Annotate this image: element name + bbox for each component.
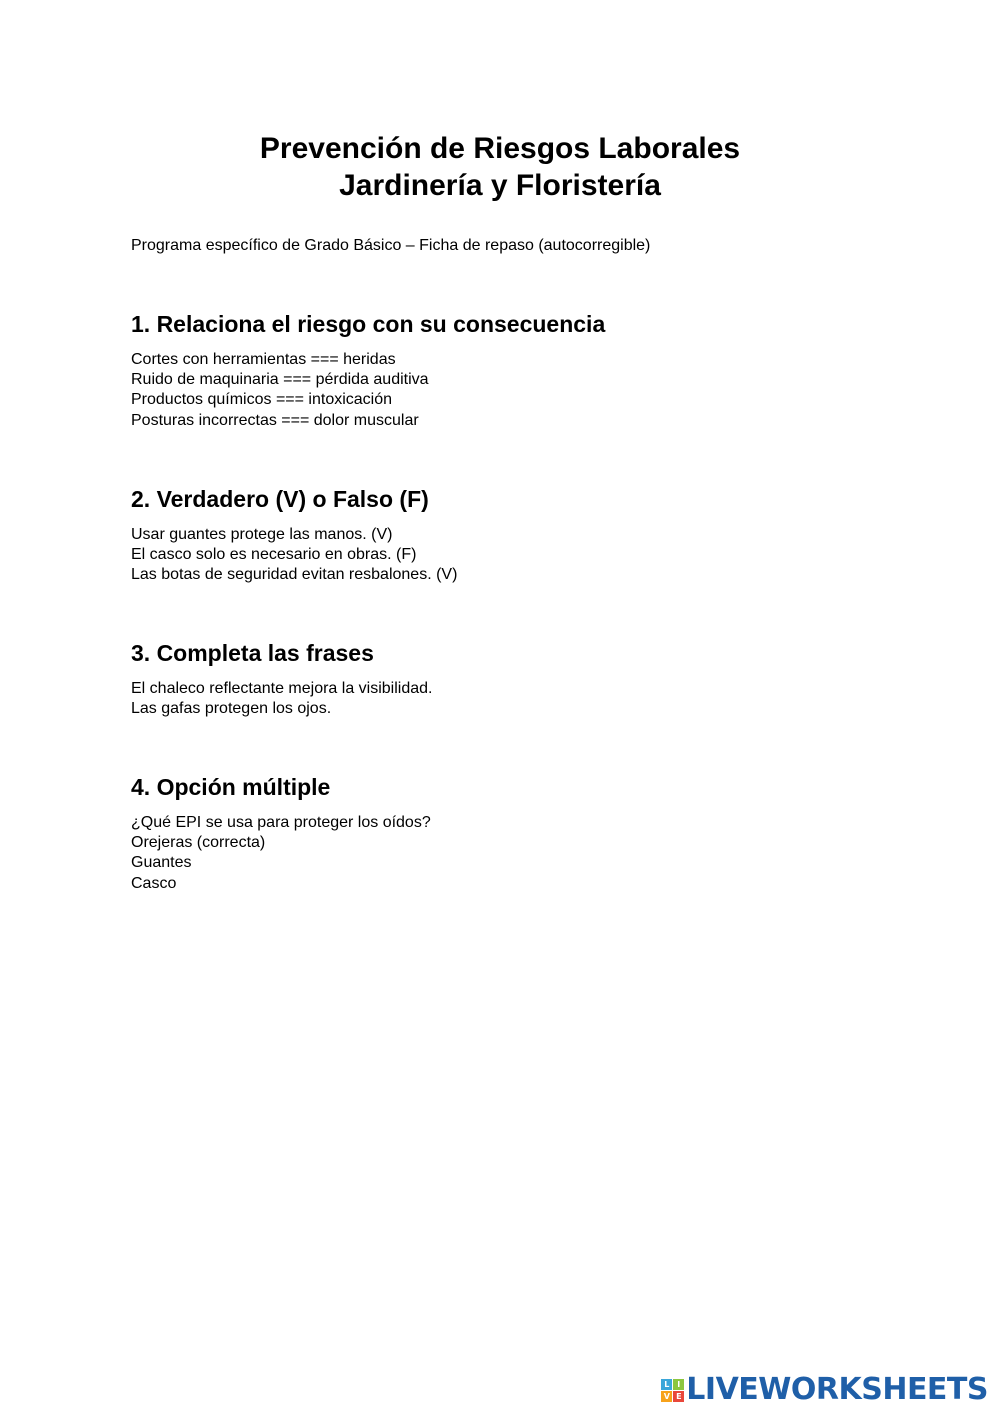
section-line: Cortes con herramientas === heridas <box>131 351 396 368</box>
section-line: El casco solo es necesario en obras. (F) <box>131 546 417 564</box>
section-2-true-false <box>131 485 457 586</box>
section-1-match-risks <box>131 310 605 431</box>
page-title <box>0 130 1000 204</box>
section-4-multiple-choice <box>131 773 431 894</box>
liveworksheets-logo-icon <box>661 1379 684 1402</box>
section-3-complete-sentences <box>131 639 432 719</box>
logo-square-i: I <box>673 1379 684 1390</box>
logo-square-e: E <box>673 1391 684 1402</box>
question-text: ¿Qué EPI se usa para proteger los oídos? <box>131 814 431 831</box>
section-heading: 4. Opción múltiple <box>131 774 331 800</box>
section-heading: 3. Completa las frases <box>131 640 374 666</box>
answer-option: Orejeras (correcta) <box>131 834 266 852</box>
liveworksheets-brand <box>661 1374 988 1406</box>
logo-square-v: V <box>661 1391 672 1402</box>
brand-name: LIVEWORKSHEETS <box>686 1372 988 1407</box>
subtitle: Programa específico de Grado Básico – Ficha de repaso (autocorregible) <box>131 237 651 254</box>
title-line-2: Jardinería y Floristería <box>339 169 661 202</box>
title-line-1: Prevención de Riesgos Laborales <box>259 132 741 165</box>
logo-square-l: L <box>661 1379 672 1390</box>
section-line: Posturas incorrectas === dolor muscular <box>131 411 419 429</box>
section-line: Usar guantes protege las manos. (V) <box>131 526 393 543</box>
section-line: Ruido de maquinaria === pérdida auditiva <box>131 371 429 389</box>
section-heading: 2. Verdadero (V) o Falso (F) <box>131 486 429 512</box>
section-line: Productos químicos === intoxicación <box>131 391 393 409</box>
answer-option: Casco <box>131 874 177 892</box>
section-line: Las botas de seguridad evitan resbalones. (V) <box>131 566 458 584</box>
section-heading: 1. Relaciona el riesgo con su consecuencia <box>131 311 606 337</box>
answer-option: Guantes <box>131 854 192 872</box>
section-line: Las gafas protegen los ojos. <box>131 700 332 718</box>
section-line: El chaleco reflectante mejora la visibilidad. <box>131 680 433 697</box>
